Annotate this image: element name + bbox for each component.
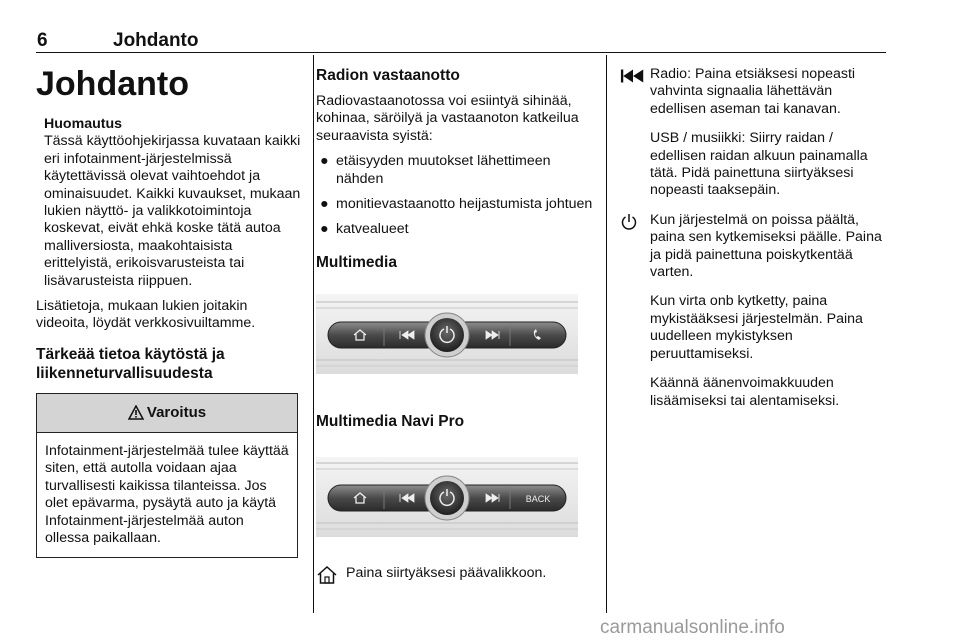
column-divider [313,55,314,613]
warning-triangle-icon [128,405,144,420]
warning-header [37,394,297,433]
note-title: Huomautus [44,116,123,132]
list-item: ● katvealueet [320,221,409,238]
header-title: Johdanto [113,30,199,51]
column-divider [606,55,607,613]
power-icon [620,212,646,232]
page-number: 6 [37,30,48,51]
power-volume-text: Käännä äänenvoimakkuuden lisäämiseksi tai alentamiseksi. [650,375,840,409]
home-description: Paina siirtyäksesi päävalikkoon. [316,565,594,582]
list-item: ● etäisyyden muutokset lähettimeen nähden [320,153,551,187]
note-text: Tässä käyttöohjekirjassa kuvataan kaikki eri infotainment-järjestelmissä käytettävissä olevat vaihtoehdot ja ominaisuudet. Kaikki kuvaukset, mukaan lukien näyttö- ja valikkotoimintoja koskevat, eivät ehkä koske tätä autoa malliversiosta, maakohtaisista erittelyistä, erikoisvarusteista tai lisävarusteista riippuen. [44,133,301,289]
radio-bullet-list [316,153,594,239]
warning-box [36,393,298,558]
more-info-text: Lisätietoja, mukaan lukien joitakin videoita, löydät verkkosivuiltamme. [36,298,256,332]
prev-description: Radio: Paina etsiäksesi nopeasti vahvinta signaalia lähettävän edellisen aseman tai kanavan. [620,66,890,118]
footer-watermark: carmanualsonline.info [600,617,785,638]
prev-usb-text: USB / musiikki: Siirry raidan / edellisen raidan alkuun painamalla tätä. Pidä painettuna siirtyäksesi nopeasti taaksepäin. [650,130,868,199]
home-icon [316,565,342,585]
radio-intro: Radiovastaanotossa voi esiintyä sihinää, kohinaa, säröilyä ja vastaanoton katkeilua seuraavista syistä: [316,93,579,144]
multimedia-control-panel-image [316,294,578,374]
header-rule [36,52,886,53]
warning-text: Infotainment-järjestelmää tulee käyttää siten, että autolla voidaan ajaa turvallisesti kaikissa tilanteissa. Jos olet epävarma, pysäytä auto ja käytä Infotainment-järjestelmää auton ollessa paikallaan. [45,442,289,546]
navi-heading: Multimedia Navi Pro [316,412,465,430]
navi-control-panel-image [316,457,578,537]
safety-heading: Tärkeää tietoa käytöstä ja liikenneturvallisuudesta [36,345,225,382]
middle-column [316,60,594,582]
right-column [620,60,890,410]
multimedia-heading: Multimedia [316,253,397,271]
list-item: ● monitievastaanotto heijastumista johtuen [320,196,593,213]
note-box [44,116,301,290]
chapter-title: Johdanto [36,65,189,103]
left-column [36,60,301,558]
radio-heading: Radion vastaanotto [316,67,460,84]
back-label: BACK [525,493,551,504]
seek-back-icon [620,66,646,86]
power-description: Kun järjestelmä on poissa päältä, paina sen kytkemiseksi päälle. Paina ja pidä painettuna poiskytkentää varten. [620,212,890,282]
power-mute-text: Kun virta onb kytketty, paina mykistääksesi järjestelmän. Paina uudelleen mykistyksen peruuttamiseksi. [650,293,863,362]
warning-title: Varoitus [146,404,207,422]
